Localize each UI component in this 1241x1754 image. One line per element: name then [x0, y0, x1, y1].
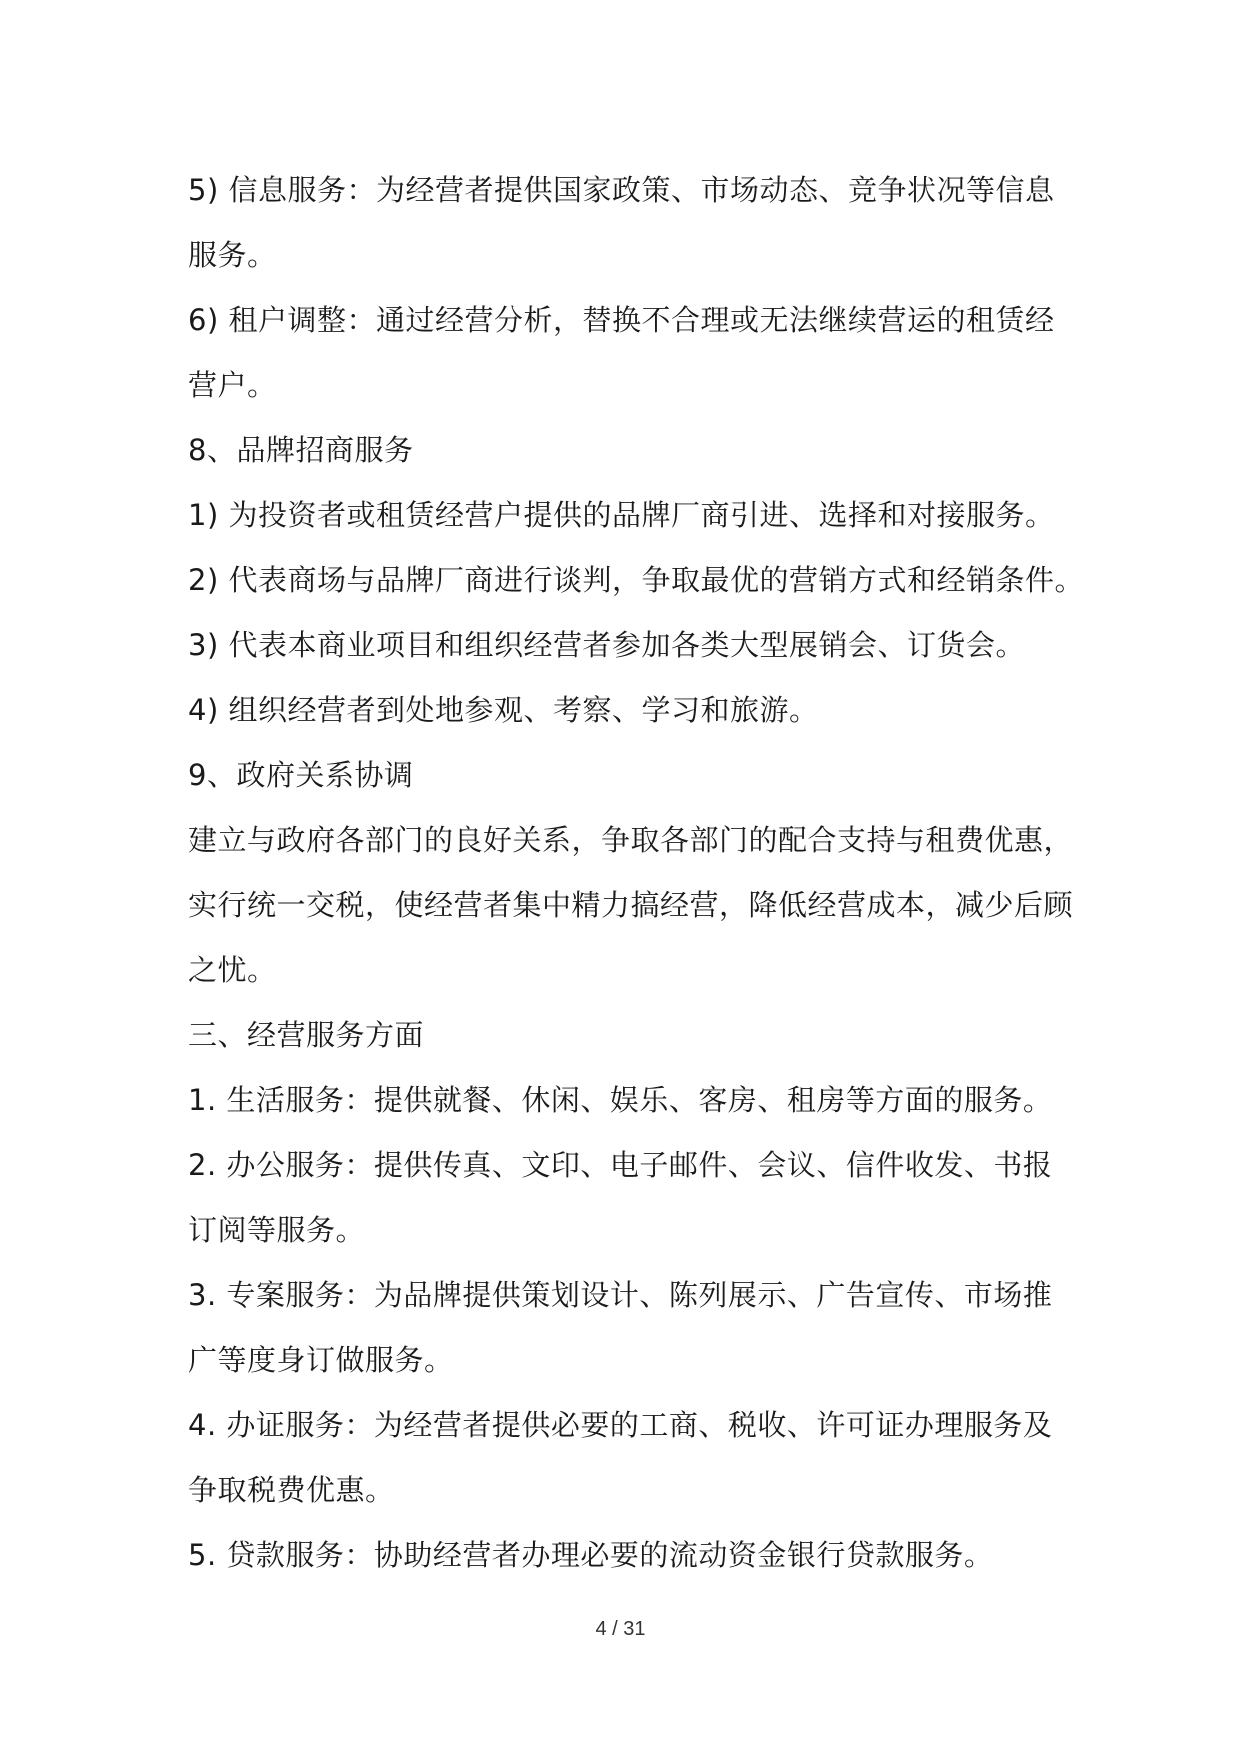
text-line: 营户。	[188, 368, 277, 402]
text-line: 实行统一交税，使经营者集中精力搞经营，降低经营成本，减少后顾	[188, 888, 1074, 922]
text-line: 6) 租户调整：通过经营分析，替换不合理或无法继续营运的租赁经	[188, 303, 1055, 337]
text-line: 服务。	[188, 238, 277, 272]
text-line: 2. 办公服务：提供传真、文印、电子邮件、会议、信件收发、书报	[188, 1148, 1053, 1182]
text-line: 4. 办证服务：为经营者提供必要的工商、税收、许可证办理服务及	[188, 1408, 1053, 1442]
section-heading: 8、品牌招商服务	[188, 433, 414, 467]
page-number: 4 / 31	[595, 1618, 646, 1640]
page-body	[188, 158, 1084, 1588]
section-heading: 9、政府关系协调	[188, 758, 414, 792]
text-line: 2) 代表商场与品牌厂商进行谈判，争取最优的营销方式和经销条件。	[188, 563, 1084, 597]
text-line: 3. 专案服务：为品牌提供策划设计、陈列展示、广告宣传、市场推	[188, 1278, 1053, 1312]
text-line: 1. 生活服务：提供就餐、休闲、娱乐、客房、租房等方面的服务。	[188, 1083, 1053, 1117]
text-line: 5) 信息服务：为经营者提供国家政策、市场动态、竞争状况等信息	[188, 173, 1055, 207]
section-heading: 三、经营服务方面	[188, 1018, 425, 1052]
text-line: 4) 组织经营者到处地参观、考察、学习和旅游。	[188, 693, 819, 727]
text-line: 5. 贷款服务：协助经营者办理必要的流动资金银行贷款服务。	[188, 1538, 994, 1572]
text-line: 3) 代表本商业项目和组织经营者参加各类大型展销会、订货会。	[188, 628, 1025, 662]
text-line: 订阅等服务。	[188, 1213, 366, 1247]
text-line: 建立与政府各部门的良好关系，争取各部门的配合支持与租费优惠，	[188, 823, 1074, 857]
text-line: 之忧。	[188, 953, 277, 987]
text-line: 广等度身订做服务。	[188, 1343, 454, 1377]
text-line: 争取税费优惠。	[188, 1473, 395, 1507]
text-line: 1) 为投资者或租赁经营户提供的品牌厂商引进、选择和对接服务。	[188, 498, 1055, 532]
